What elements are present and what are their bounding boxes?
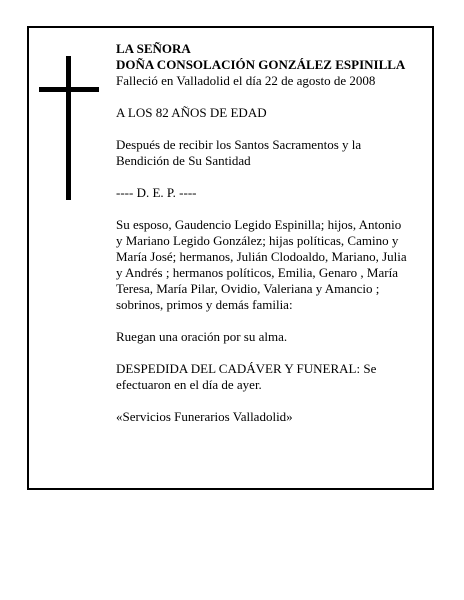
family-line: sobrinos, primos y demás familia: (116, 297, 293, 312)
cross-horizontal-bar (39, 87, 99, 92)
funeral-line-1: DESPEDIDA DEL CADÁVER Y FUNERAL: Se (116, 361, 377, 376)
funeral-home: «Servicios Funerarios Valladolid» (116, 409, 293, 424)
prayer-line: Ruegan una oración por su alma. (116, 329, 288, 344)
age-line: A LOS 82 AÑOS DE EDAD (116, 105, 267, 120)
family-line: Su esposo, Gaudencio Legido Espinilla; hijos, Antonio (116, 217, 402, 232)
obituary-notice (27, 26, 434, 490)
heading-title: LA SEÑORA (116, 41, 191, 56)
family-line: Teresa, María Pilar, Ovidio, Valeriana y Amancio ; (116, 281, 380, 296)
death-info: Falleció en Valladolid el día 22 de agosto de 2008 (116, 73, 376, 88)
deceased-name: DOÑA CONSOLACIÓN GONZÁLEZ ESPINILLA (116, 57, 406, 72)
dep-line: ---- D. E. P. ---- (116, 185, 197, 200)
cross-icon (39, 56, 99, 200)
cross-vertical-bar (66, 56, 71, 200)
family-line: y Mariano Legido González; hijas políticas, Camino y (116, 233, 399, 248)
family-line: y Andrés ; hermanos políticos, Emilia, Genaro , María (116, 265, 398, 280)
notice-text (116, 41, 422, 425)
sacraments-line-1: Después de recibir los Santos Sacramentos y la (116, 137, 362, 152)
sacraments-line-2: Bendición de Su Santidad (116, 153, 251, 168)
family-line: María José; hermanos, Julián Clodoaldo, Mariano, Julia (116, 249, 407, 264)
funeral-line-2: efectuaron en el día de ayer. (116, 377, 262, 392)
